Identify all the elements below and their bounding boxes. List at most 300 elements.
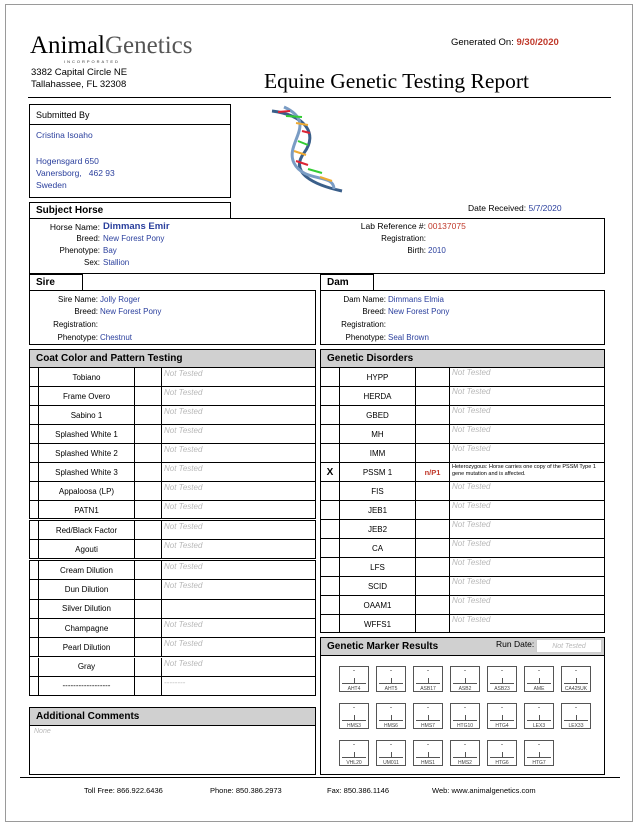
company-address-2: Tallahassee, FL 32308 — [31, 79, 127, 90]
test-name: PATN1 — [38, 501, 134, 519]
result-code-cell — [134, 521, 161, 539]
result-code-cell — [134, 368, 161, 386]
marker-allele-divider — [576, 678, 577, 684]
test-name: CA — [339, 539, 415, 557]
table-row — [30, 677, 315, 696]
marker-name: HTG10 — [456, 723, 474, 729]
genetic-disorders-header: Genetic Disorders — [320, 349, 605, 368]
result-text: Not Tested — [161, 444, 316, 462]
table-row — [30, 540, 315, 559]
result-text: Not Tested — [449, 444, 606, 462]
marker-cell — [450, 666, 480, 692]
marker-name: ASB23 — [494, 686, 510, 692]
marker-name: HMS1 — [421, 760, 435, 766]
result-code-cell — [134, 501, 161, 519]
submitter-street: Hogensgard 650 — [36, 156, 99, 166]
marker-name: AHT5 — [384, 686, 398, 692]
marker-value: - — [464, 742, 466, 748]
table-row — [321, 482, 604, 501]
run-date-label: Run Date: — [496, 639, 535, 649]
result-text: Not Tested — [161, 561, 316, 579]
marker-allele-divider — [428, 752, 429, 758]
dam-name-label: Dam Name: — [343, 295, 386, 304]
marker-name: HTG7 — [532, 760, 546, 766]
marker-cell — [561, 703, 591, 729]
marker-allele-divider — [391, 715, 392, 721]
test-name: ------------------ — [38, 677, 134, 695]
test-name: Red/Black Factor — [38, 521, 134, 539]
test-name: Frame Overo — [38, 387, 134, 405]
table-row — [30, 638, 315, 657]
result-text: Not Tested — [449, 558, 606, 576]
genetic-markers-grid — [320, 655, 605, 775]
test-name: FIS — [339, 482, 415, 500]
table-row — [321, 425, 604, 444]
affected-mark — [321, 615, 339, 633]
result-code-cell — [134, 619, 161, 637]
checkbox-cell — [30, 463, 38, 481]
result-text: Not Tested — [161, 638, 316, 656]
genotype-code — [415, 558, 449, 576]
test-name: Gray — [38, 658, 134, 676]
table-row — [30, 600, 315, 619]
marker-value: - — [575, 668, 577, 674]
coat-color-header: Coat Color and Pattern Testing — [29, 349, 316, 368]
logo-genetics: Genetics — [105, 32, 193, 59]
result-text: Not Tested — [449, 387, 606, 405]
result-code-cell — [134, 638, 161, 656]
company-address-1: 3382 Capital Circle NE — [31, 67, 128, 78]
table-row — [30, 501, 315, 520]
marker-name: AHT4 — [347, 686, 361, 692]
result-code-cell — [134, 482, 161, 500]
dam-phenotype-value: Seal Brown — [388, 333, 429, 342]
dna-helix-icon — [264, 103, 354, 195]
table-row — [30, 425, 315, 444]
result-text: Not Tested — [161, 463, 316, 481]
result-code-cell — [134, 540, 161, 558]
marker-value: - — [390, 742, 392, 748]
marker-value: - — [390, 705, 392, 711]
marker-cell — [339, 666, 369, 692]
result-text: Not Tested — [449, 482, 606, 500]
test-name: IMM — [339, 444, 415, 462]
marker-name: HMS6 — [384, 723, 398, 729]
sire-breed-value: New Forest Pony — [100, 307, 162, 316]
genotype-code — [415, 425, 449, 443]
table-row — [321, 520, 604, 539]
marker-allele-divider — [502, 715, 503, 721]
dam-breed-value: New Forest Pony — [388, 307, 450, 316]
affected-mark — [321, 368, 339, 386]
result-text: Not Tested — [449, 406, 606, 424]
table-row — [321, 368, 604, 387]
marker-allele-divider — [354, 752, 355, 758]
marker-value: - — [538, 668, 540, 674]
test-name: PSSM 1 — [339, 463, 415, 481]
marker-cell — [339, 703, 369, 729]
birth-label: Birth: — [407, 246, 426, 255]
lab-ref-label: Lab Reference #: — [360, 221, 426, 231]
result-text: Not Tested — [161, 619, 316, 637]
date-received — [468, 203, 562, 213]
affected-mark — [321, 539, 339, 557]
dam-registration-label: Registration: — [341, 320, 386, 329]
test-name: HYPP — [339, 368, 415, 386]
marker-value: - — [427, 668, 429, 674]
result-text: Not Tested — [161, 540, 316, 558]
result-text: Heterozygous: Horse carries one copy of the PSSM Type 1 gene mutation and is affected. — [449, 463, 606, 481]
result-text: Not Tested — [449, 425, 606, 443]
submitted-by-header: Submitted By — [29, 104, 231, 125]
test-name: JEB2 — [339, 520, 415, 538]
marker-cell — [413, 703, 443, 729]
result-text: Not Tested — [161, 521, 316, 539]
genetic-disorders-table — [320, 367, 605, 633]
footer-fax: Fax: 850.386.1146 — [327, 786, 389, 795]
marker-cell — [450, 740, 480, 766]
checkbox-cell — [30, 368, 38, 386]
affected-mark — [321, 406, 339, 424]
result-text: Not Tested — [161, 387, 316, 405]
dam-phenotype-label: Phenotype: — [345, 333, 386, 342]
table-row — [321, 577, 604, 596]
marker-allele-divider — [576, 715, 577, 721]
result-text: -------- — [161, 677, 316, 695]
coat-group-1 — [29, 367, 316, 519]
marker-allele-divider — [465, 715, 466, 721]
marker-cell — [450, 703, 480, 729]
table-row — [321, 596, 604, 615]
sire-breed-label: Breed: — [74, 307, 98, 316]
checkbox-cell — [30, 658, 38, 676]
result-text: Not Tested — [449, 368, 606, 386]
marker-name: HTG4 — [495, 723, 509, 729]
table-row — [30, 463, 315, 482]
marker-allele-divider — [428, 715, 429, 721]
marker-allele-divider — [465, 678, 466, 684]
marker-value: - — [501, 668, 503, 674]
test-name: JEB1 — [339, 501, 415, 519]
genotype-code: n/P1 — [415, 463, 449, 481]
table-row — [321, 558, 604, 577]
checkbox-cell — [30, 580, 38, 598]
table-row — [30, 444, 315, 463]
birth-value: 2010 — [428, 246, 446, 255]
lab-ref-value: 00137075 — [428, 221, 466, 231]
checkbox-cell — [30, 387, 38, 405]
horse-phenotype-label: Phenotype: — [59, 246, 100, 255]
dam-name-value: Dimmans Elmia — [388, 295, 445, 304]
generated-on — [451, 37, 559, 48]
affected-mark — [321, 520, 339, 538]
table-row — [321, 387, 604, 406]
marker-value: - — [538, 742, 540, 748]
footer-web: Web: www.animalgenetics.com — [432, 786, 536, 795]
test-name: OAAM1 — [339, 596, 415, 614]
report-page — [5, 4, 633, 822]
affected-mark — [321, 596, 339, 614]
affected-mark — [321, 558, 339, 576]
genotype-code — [415, 406, 449, 424]
marker-allele-divider — [539, 678, 540, 684]
checkbox-cell — [30, 619, 38, 637]
dam-breed-label: Breed: — [362, 307, 386, 316]
marker-name: UM011 — [383, 760, 399, 766]
checkbox-cell — [30, 540, 38, 558]
genotype-code — [415, 615, 449, 633]
table-row — [30, 561, 315, 580]
result-text: Not Tested — [161, 482, 316, 500]
test-name: Tobiano — [38, 368, 134, 386]
checkbox-cell — [30, 406, 38, 424]
marker-value: - — [501, 705, 503, 711]
marker-value: - — [427, 705, 429, 711]
marker-name: HMS2 — [458, 760, 472, 766]
genotype-code — [415, 539, 449, 557]
submitter-name: Cristina Isoaho — [36, 130, 93, 140]
test-name: Appaloosa (LP) — [38, 482, 134, 500]
marker-name: HMS3 — [347, 723, 361, 729]
checkbox-cell — [30, 600, 38, 618]
test-name: Cream Dilution — [38, 561, 134, 579]
marker-value: - — [353, 742, 355, 748]
table-row — [321, 501, 604, 520]
test-name: Splashed White 1 — [38, 425, 134, 443]
date-received-value: 5/7/2020 — [528, 203, 562, 213]
marker-value: - — [575, 705, 577, 711]
horse-phenotype-value: Bay — [103, 246, 117, 255]
checkbox-cell — [30, 482, 38, 500]
table-row — [30, 406, 315, 425]
horse-name-value: Dimmans Emir — [103, 221, 170, 232]
test-name: Dun Dilution — [38, 580, 134, 598]
table-row — [30, 521, 315, 540]
table-row — [321, 539, 604, 558]
table-row — [321, 615, 604, 634]
registration-label: Registration: — [381, 234, 426, 243]
comments-box — [29, 725, 316, 775]
genotype-code — [415, 368, 449, 386]
test-name: HERDA — [339, 387, 415, 405]
comments-text: None — [34, 728, 51, 735]
genotype-code — [415, 501, 449, 519]
marker-cell — [524, 666, 554, 692]
marker-allele-divider — [502, 678, 503, 684]
affected-mark — [321, 387, 339, 405]
horse-sex-label: Sex: — [83, 258, 100, 267]
table-row — [321, 463, 604, 482]
marker-value: - — [353, 668, 355, 674]
affected-mark — [321, 577, 339, 595]
affected-mark — [321, 444, 339, 462]
test-name: LFS — [339, 558, 415, 576]
sire-registration-label: Registration: — [53, 320, 98, 329]
genotype-code — [415, 577, 449, 595]
affected-mark — [321, 501, 339, 519]
checkbox-cell — [30, 444, 38, 462]
checkbox-cell — [30, 501, 38, 519]
marker-name: ASB17 — [420, 686, 436, 692]
marker-cell — [487, 740, 517, 766]
footer-rule — [20, 777, 620, 778]
genetic-markers-title: Genetic Marker Results — [327, 641, 439, 652]
table-row — [30, 387, 315, 406]
test-name: Agouti — [38, 540, 134, 558]
result-text: Not Tested — [161, 406, 316, 424]
test-name: SCID — [339, 577, 415, 595]
horse-breed-value: New Forest Pony — [103, 234, 165, 243]
genotype-code — [415, 596, 449, 614]
result-code-cell — [134, 463, 161, 481]
affected-mark — [321, 482, 339, 500]
logo-animal: Animal — [30, 32, 105, 59]
coat-group-3 — [29, 560, 316, 696]
marker-allele-divider — [539, 752, 540, 758]
logo-tagline: INCORPORATED — [64, 59, 120, 64]
marker-allele-divider — [428, 678, 429, 684]
result-text: Not Tested — [449, 501, 606, 519]
footer-toll-free: Toll Free: 866.922.6436 — [84, 786, 163, 795]
sire-name-value: Jolly Roger — [100, 295, 141, 304]
marker-name: AME — [533, 686, 545, 692]
submitter-country: Sweden — [36, 180, 67, 190]
result-code-cell — [134, 677, 161, 695]
marker-allele-divider — [391, 678, 392, 684]
sire-phenotype-value: Chestnut — [100, 333, 133, 342]
marker-name: VHL20 — [346, 760, 362, 766]
test-name: WFFS1 — [339, 615, 415, 633]
horse-breed-label: Breed: — [76, 234, 100, 243]
checkbox-cell — [30, 561, 38, 579]
date-received-label: Date Received: — [468, 203, 527, 213]
checkbox-cell — [30, 425, 38, 443]
result-text: Not Tested — [449, 577, 606, 595]
genotype-code — [415, 520, 449, 538]
result-text: Not Tested — [449, 596, 606, 614]
horse-name-label: Horse Name: — [49, 222, 100, 232]
marker-cell — [413, 740, 443, 766]
result-text: Not Tested — [161, 501, 316, 519]
result-code-cell — [134, 561, 161, 579]
result-text: Not Tested — [161, 580, 316, 598]
marker-name: HMS7 — [421, 723, 435, 729]
marker-value: - — [353, 705, 355, 711]
marker-cell — [376, 666, 406, 692]
test-name: MH — [339, 425, 415, 443]
marker-allele-divider — [539, 715, 540, 721]
run-date-value: Not Tested — [552, 642, 586, 650]
marker-allele-divider — [354, 678, 355, 684]
checkbox-cell — [30, 638, 38, 656]
comments-header: Additional Comments — [29, 707, 316, 726]
test-name: Silver Dilution — [38, 600, 134, 618]
genotype-code — [415, 387, 449, 405]
result-text: Not Tested — [449, 615, 606, 633]
dam-header: Dam — [320, 274, 374, 291]
marker-value: - — [390, 668, 392, 674]
checkbox-cell — [30, 521, 38, 539]
marker-cell — [561, 666, 591, 692]
marker-allele-divider — [391, 752, 392, 758]
marker-cell — [487, 666, 517, 692]
footer-phone: Phone: 850.386.2973 — [210, 786, 282, 795]
table-row — [30, 619, 315, 638]
marker-cell — [376, 740, 406, 766]
marker-value: - — [427, 742, 429, 748]
checkbox-cell — [30, 677, 38, 695]
sire-phenotype-label: Phenotype: — [57, 333, 98, 342]
generated-date: 9/30/2020 — [516, 37, 559, 48]
table-row — [30, 482, 315, 501]
result-code-cell — [134, 580, 161, 598]
marker-cell — [376, 703, 406, 729]
result-text: Not Tested — [449, 520, 606, 538]
test-name: Splashed White 3 — [38, 463, 134, 481]
table-row — [321, 406, 604, 425]
marker-name: LEX33 — [568, 723, 584, 729]
test-name: Pearl Dilution — [38, 638, 134, 656]
result-code-cell — [134, 425, 161, 443]
result-code-cell — [134, 387, 161, 405]
affected-mark — [321, 425, 339, 443]
test-name: Champagne — [38, 619, 134, 637]
table-row — [30, 658, 315, 677]
result-code-cell — [134, 658, 161, 676]
marker-allele-divider — [354, 715, 355, 721]
result-text: Not Tested — [161, 425, 316, 443]
affected-mark: X — [326, 466, 334, 478]
horse-sex-value: Stallion — [103, 258, 130, 267]
result-code-cell — [134, 406, 161, 424]
result-code-cell — [134, 444, 161, 462]
table-row — [321, 444, 604, 463]
sire-header: Sire — [29, 274, 83, 291]
result-text — [161, 600, 316, 618]
marker-value: - — [464, 668, 466, 674]
test-name: Sabino 1 — [38, 406, 134, 424]
coat-group-2 — [29, 520, 316, 559]
marker-cell — [339, 740, 369, 766]
table-row — [30, 368, 315, 387]
table-row — [30, 580, 315, 599]
marker-name: HTG6 — [495, 760, 509, 766]
marker-name: CA425UK — [564, 686, 588, 692]
test-name: GBED — [339, 406, 415, 424]
run-date-value-box — [536, 639, 602, 653]
company-logo — [30, 33, 192, 58]
marker-name: LEX3 — [532, 723, 546, 729]
title-rule — [28, 97, 611, 98]
test-name: Splashed White 2 — [38, 444, 134, 462]
marker-allele-divider — [465, 752, 466, 758]
result-text: Not Tested — [449, 539, 606, 557]
marker-value: - — [538, 705, 540, 711]
run-date — [496, 639, 534, 649]
marker-value: - — [464, 705, 466, 711]
marker-cell — [413, 666, 443, 692]
marker-cell — [524, 703, 554, 729]
generated-label: Generated On: — [451, 37, 514, 48]
marker-cell — [524, 740, 554, 766]
subject-horse-header: Subject Horse — [29, 202, 231, 219]
marker-cell — [487, 703, 517, 729]
genotype-code — [415, 444, 449, 462]
submitter-city: Vanersborg, 462 93 — [36, 168, 115, 178]
genotype-code — [415, 482, 449, 500]
marker-allele-divider — [502, 752, 503, 758]
sire-name-label: Sire Name: — [57, 295, 98, 304]
